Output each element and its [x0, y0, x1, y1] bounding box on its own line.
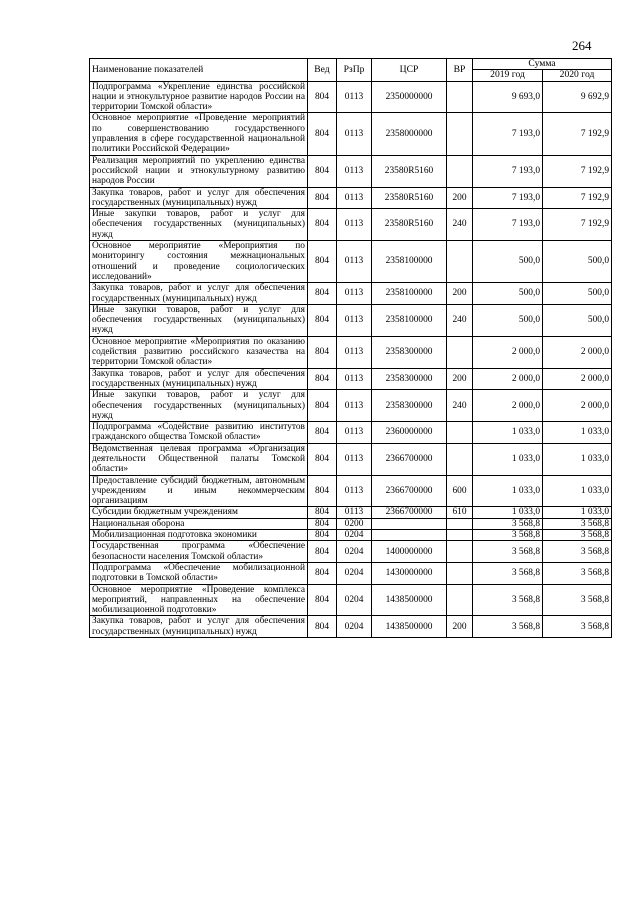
- cell-vr: [447, 113, 473, 155]
- cell-rzpr: 0204: [337, 541, 372, 563]
- cell-ved: 804: [308, 283, 337, 305]
- cell-vr: [447, 541, 473, 563]
- header-year-2019: 2019 год: [473, 70, 543, 81]
- cell-2019: 1 033,0: [473, 443, 543, 475]
- cell-2019: 3 568,8: [473, 584, 543, 616]
- header-name: Наименование показателей: [90, 59, 308, 82]
- table-row: [90, 81, 612, 113]
- table-row: [90, 475, 612, 507]
- cell-rzpr: 0204: [337, 616, 372, 638]
- cell-vr: [447, 422, 473, 444]
- cell-name: Закупка товаров, работ и услуг для обеспечения государственных (муниципальных) нужд: [90, 616, 308, 638]
- cell-vr: [447, 81, 473, 113]
- cell-rzpr: 0204: [337, 562, 372, 584]
- cell-vr: [447, 336, 473, 368]
- cell-2019: 500,0: [473, 283, 543, 305]
- table-row: [90, 541, 612, 563]
- cell-name: Основное мероприятие «Проведение комплекса мероприятий, направленных на обеспечение мобилизационной подготовки»: [90, 584, 308, 616]
- cell-ved: 804: [308, 541, 337, 563]
- header-year-2020: 2020 год: [543, 70, 612, 81]
- cell-csr: 2366700000: [372, 507, 447, 518]
- cell-csr: 2360000000: [372, 422, 447, 444]
- cell-ved: 804: [308, 187, 337, 209]
- cell-name: Подпрограмма «Обеспечение мобилизационной подготовки в Томской области»: [90, 562, 308, 584]
- cell-rzpr: 0113: [337, 304, 372, 336]
- cell-2020: 1 033,0: [543, 475, 612, 507]
- cell-ved: 804: [308, 155, 337, 187]
- cell-2019: 500,0: [473, 304, 543, 336]
- table-row: [90, 422, 612, 444]
- cell-2020: 1 033,0: [543, 507, 612, 518]
- header-ved: Вед: [308, 59, 337, 82]
- cell-rzpr: 0204: [337, 530, 372, 541]
- cell-2019: 500,0: [473, 241, 543, 283]
- cell-vr: 600: [447, 475, 473, 507]
- cell-2019: 7 193,0: [473, 113, 543, 155]
- table-row: [90, 390, 612, 422]
- budget-table: [89, 58, 612, 638]
- cell-2020: 3 568,8: [543, 541, 612, 563]
- cell-rzpr: 0113: [337, 368, 372, 390]
- cell-vr: [447, 443, 473, 475]
- table-row: [90, 584, 612, 616]
- table-row: [90, 443, 612, 475]
- cell-2019: 3 568,8: [473, 616, 543, 638]
- cell-rzpr: 0113: [337, 507, 372, 518]
- cell-2019: 9 693,0: [473, 81, 543, 113]
- cell-2020: 3 568,8: [543, 518, 612, 529]
- table-row: [90, 283, 612, 305]
- table-row: [90, 562, 612, 584]
- table-row: [90, 241, 612, 283]
- cell-2019: 1 033,0: [473, 507, 543, 518]
- cell-name: Субсидии бюджетным учреждениям: [90, 507, 308, 518]
- cell-vr: 200: [447, 283, 473, 305]
- cell-name: Ведомственная целевая программа «Организация деятельности Общественной палаты Томской области»: [90, 443, 308, 475]
- cell-ved: 804: [308, 518, 337, 529]
- cell-ved: 804: [308, 530, 337, 541]
- cell-csr: 23580R5160: [372, 155, 447, 187]
- cell-rzpr: 0113: [337, 422, 372, 444]
- cell-rzpr: 0113: [337, 155, 372, 187]
- cell-ved: 804: [308, 562, 337, 584]
- table-row: [90, 304, 612, 336]
- cell-rzpr: 0113: [337, 390, 372, 422]
- table-row: [90, 155, 612, 187]
- cell-rzpr: 0113: [337, 241, 372, 283]
- cell-rzpr: 0113: [337, 336, 372, 368]
- table-row: [90, 507, 612, 518]
- cell-name: Закупка товаров, работ и услуг для обеспечения государственных (муниципальных) нужд: [90, 368, 308, 390]
- cell-vr: [447, 584, 473, 616]
- cell-name: Закупка товаров, работ и услуг для обеспечения государственных (муниципальных) нужд: [90, 283, 308, 305]
- cell-csr: 1430000000: [372, 562, 447, 584]
- cell-name: Иные закупки товаров, работ и услуг для обеспечения государственных (муниципальных) нужд: [90, 390, 308, 422]
- cell-csr: 23580R5160: [372, 187, 447, 209]
- cell-2020: 7 192,9: [543, 155, 612, 187]
- table-body: [90, 81, 612, 637]
- page-number: 264: [572, 38, 592, 53]
- cell-name: Иные закупки товаров, работ и услуг для обеспечения государственных (муниципальных) нужд: [90, 209, 308, 241]
- cell-csr: 1400000000: [372, 541, 447, 563]
- cell-name: Предоставление субсидий бюджетным, автономным учреждениям и иным некоммерческим организациям: [90, 475, 308, 507]
- cell-ved: 804: [308, 422, 337, 444]
- cell-csr: 23580R5160: [372, 209, 447, 241]
- cell-rzpr: 0204: [337, 584, 372, 616]
- cell-2019: 2 000,0: [473, 336, 543, 368]
- cell-csr: 1438500000: [372, 584, 447, 616]
- cell-csr: 2350000000: [372, 81, 447, 113]
- cell-ved: 804: [308, 81, 337, 113]
- header-csr: ЦСР: [372, 59, 447, 82]
- cell-2020: 7 192,9: [543, 113, 612, 155]
- cell-name: Национальная оборона: [90, 518, 308, 529]
- cell-ved: 804: [308, 241, 337, 283]
- cell-2019: 3 568,8: [473, 562, 543, 584]
- table-row: [90, 187, 612, 209]
- cell-2019: 1 033,0: [473, 422, 543, 444]
- cell-rzpr: 0113: [337, 113, 372, 155]
- cell-vr: 240: [447, 209, 473, 241]
- cell-2020: 2 000,0: [543, 336, 612, 368]
- cell-csr: 2358100000: [372, 304, 447, 336]
- cell-rzpr: 0113: [337, 187, 372, 209]
- cell-vr: 240: [447, 390, 473, 422]
- cell-csr: 1438500000: [372, 616, 447, 638]
- cell-vr: [447, 155, 473, 187]
- cell-ved: 804: [308, 507, 337, 518]
- cell-2020: 500,0: [543, 241, 612, 283]
- cell-vr: [447, 562, 473, 584]
- cell-vr: [447, 518, 473, 529]
- cell-2019: 7 193,0: [473, 187, 543, 209]
- cell-vr: 240: [447, 304, 473, 336]
- table-row: [90, 616, 612, 638]
- cell-name: Реализация мероприятий по укреплению единства российской нации и этнокультурному развитию народов России: [90, 155, 308, 187]
- cell-csr: 2366700000: [372, 475, 447, 507]
- cell-name: Государственная программа «Обеспечение безопасности населения Томской области»: [90, 541, 308, 563]
- cell-rzpr: 0113: [337, 81, 372, 113]
- cell-ved: 804: [308, 584, 337, 616]
- cell-vr: 610: [447, 507, 473, 518]
- cell-2020: 2 000,0: [543, 390, 612, 422]
- cell-rzpr: 0113: [337, 209, 372, 241]
- cell-rzpr: 0113: [337, 443, 372, 475]
- cell-2020: 7 192,9: [543, 209, 612, 241]
- table-header-row: [90, 59, 612, 70]
- cell-ved: 804: [308, 475, 337, 507]
- cell-vr: [447, 241, 473, 283]
- cell-ved: 804: [308, 390, 337, 422]
- cell-rzpr: 0200: [337, 518, 372, 529]
- cell-csr: 2358300000: [372, 336, 447, 368]
- cell-ved: 804: [308, 336, 337, 368]
- cell-2020: 500,0: [543, 304, 612, 336]
- cell-vr: [447, 530, 473, 541]
- cell-vr: 200: [447, 616, 473, 638]
- cell-2019: 2 000,0: [473, 368, 543, 390]
- cell-2019: 2 000,0: [473, 390, 543, 422]
- cell-2020: 500,0: [543, 283, 612, 305]
- cell-2020: 2 000,0: [543, 368, 612, 390]
- table-row: [90, 113, 612, 155]
- cell-name: Основное мероприятие «Мероприятия по оказанию содействия развитию российского казачества на территории Томской области»: [90, 336, 308, 368]
- cell-ved: 804: [308, 443, 337, 475]
- table-row: [90, 368, 612, 390]
- cell-rzpr: 0113: [337, 283, 372, 305]
- table-row: [90, 518, 612, 529]
- cell-2020: 7 192,9: [543, 187, 612, 209]
- cell-2019: 7 193,0: [473, 155, 543, 187]
- cell-ved: 804: [308, 209, 337, 241]
- cell-vr: 200: [447, 187, 473, 209]
- table-row: [90, 336, 612, 368]
- cell-2019: 3 568,8: [473, 518, 543, 529]
- cell-ved: 804: [308, 304, 337, 336]
- cell-csr: [372, 530, 447, 541]
- cell-2019: 3 568,8: [473, 530, 543, 541]
- cell-2020: 9 692,9: [543, 81, 612, 113]
- cell-name: Основное мероприятие «Мероприятия по мониторингу состояния межнациональных отношений и проведение социологических исследований»: [90, 241, 308, 283]
- cell-2019: 3 568,8: [473, 541, 543, 563]
- cell-name: Подпрограмма «Укрепление единства российской нации и этнокультурное развитие народов России на территории Томской области»: [90, 81, 308, 113]
- cell-csr: 2366700000: [372, 443, 447, 475]
- cell-csr: [372, 518, 447, 529]
- header-vr: ВР: [447, 59, 473, 82]
- cell-csr: 2358000000: [372, 113, 447, 155]
- cell-csr: 2358100000: [372, 241, 447, 283]
- cell-csr: 2358100000: [372, 283, 447, 305]
- table-row: [90, 209, 612, 241]
- cell-name: Мобилизационная подготовка экономики: [90, 530, 308, 541]
- cell-2020: 3 568,8: [543, 530, 612, 541]
- header-rzpr: РзПр: [337, 59, 372, 82]
- cell-name: Закупка товаров, работ и услуг для обеспечения государственных (муниципальных) нужд: [90, 187, 308, 209]
- cell-2019: 7 193,0: [473, 209, 543, 241]
- table-row: [90, 530, 612, 541]
- cell-2019: 1 033,0: [473, 475, 543, 507]
- cell-ved: 804: [308, 113, 337, 155]
- cell-name: Основное мероприятие «Проведение мероприятий по совершенствованию государственного управления в сфере государственной национальной политики Российской Федерации»: [90, 113, 308, 155]
- cell-name: Подпрограмма «Содействие развитию институтов гражданского общества Томской области»: [90, 422, 308, 444]
- header-sum: Сумма: [473, 59, 612, 70]
- cell-ved: 804: [308, 616, 337, 638]
- cell-2020: 3 568,8: [543, 616, 612, 638]
- cell-2020: 1 033,0: [543, 422, 612, 444]
- cell-vr: 200: [447, 368, 473, 390]
- cell-2020: 3 568,8: [543, 584, 612, 616]
- cell-name: Иные закупки товаров, работ и услуг для обеспечения государственных (муниципальных) нужд: [90, 304, 308, 336]
- cell-2020: 1 033,0: [543, 443, 612, 475]
- cell-rzpr: 0113: [337, 475, 372, 507]
- cell-ved: 804: [308, 368, 337, 390]
- cell-2020: 3 568,8: [543, 562, 612, 584]
- cell-csr: 2358300000: [372, 390, 447, 422]
- cell-csr: 2358300000: [372, 368, 447, 390]
